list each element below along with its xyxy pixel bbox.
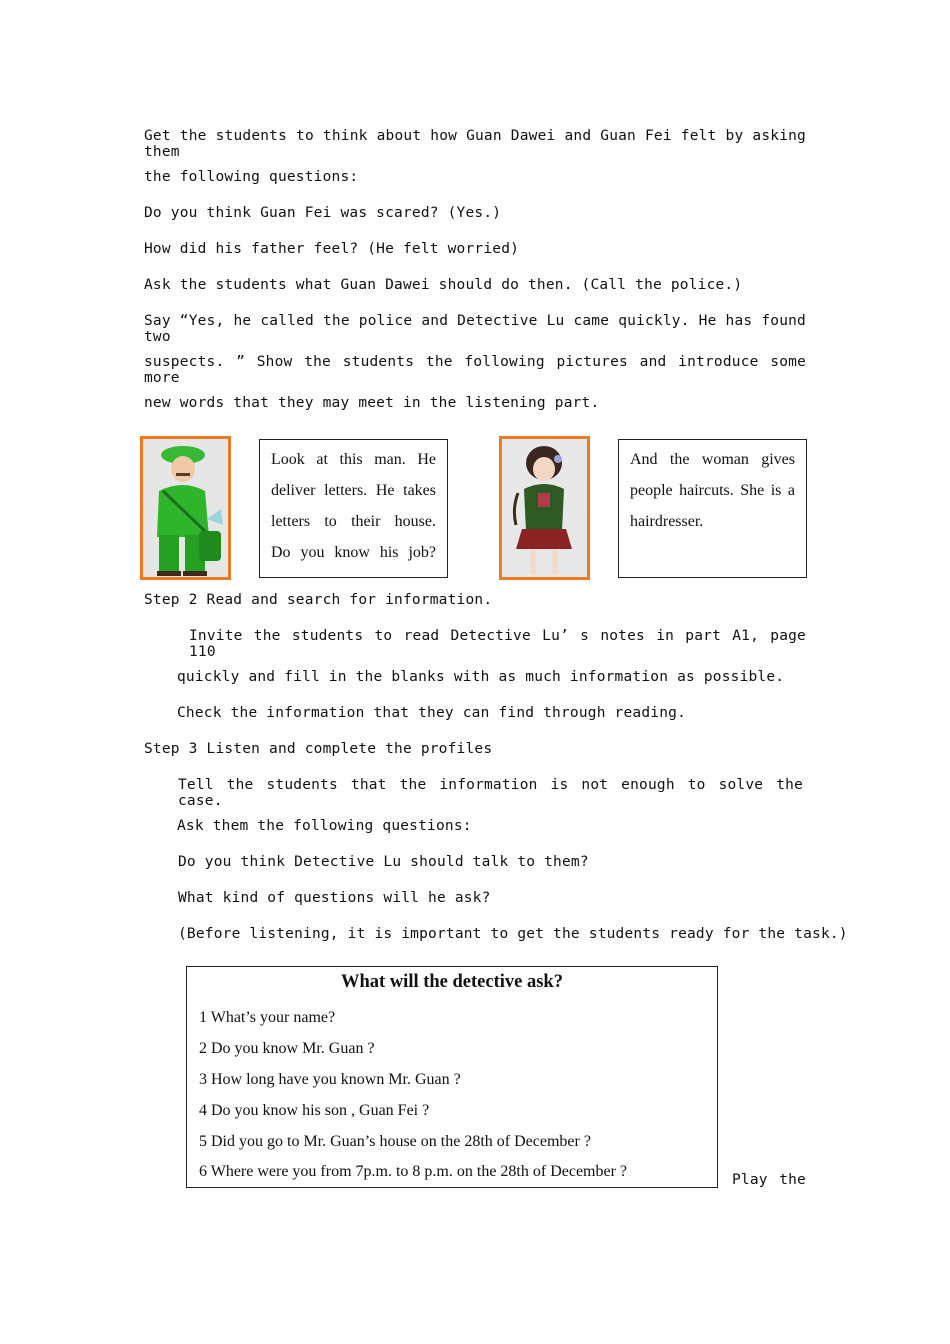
- postman-text-line-2: deliver letters. He takes: [271, 482, 436, 499]
- intro-line-5: Ask the students what Guan Dawei should do then. (Call the police.): [144, 277, 743, 293]
- intro-line-8: new words that they may meet in the listening part.: [144, 395, 600, 411]
- question-2: 2 Do you know Mr. Guan ?: [199, 1040, 375, 1057]
- intro-line-1: Get the students to think about how Guan Dawei and Guan Fei felt by asking them: [144, 128, 806, 160]
- step2-line-3: Check the information that they can find through reading.: [177, 705, 686, 721]
- intro-line-3: Do you think Guan Fei was scared? (Yes.): [144, 205, 502, 221]
- postman-text-line-4: Do you know his job?: [271, 544, 436, 561]
- question-3: 3 How long have you known Mr. Guan ?: [199, 1071, 461, 1088]
- step3-line-1: Tell the students that the information is not enough to solve the case.: [178, 777, 803, 809]
- questions-title: What will the detective ask?: [341, 972, 563, 992]
- step2-line-2: quickly and fill in the blanks with as much information as possible.: [177, 669, 785, 685]
- intro-line-4: How did his father feel? (He felt worried): [144, 241, 520, 257]
- step3-line-4: What kind of questions will he ask?: [178, 890, 491, 906]
- questions-box: [186, 966, 718, 1188]
- step3-line-3: Do you think Detective Lu should talk to them?: [178, 854, 589, 870]
- question-4: 4 Do you know his son , Guan Fei ?: [199, 1102, 430, 1119]
- hairdresser-text-box: [618, 439, 807, 578]
- question-1: 1 What’s your name?: [199, 1009, 336, 1026]
- intro-line-6: Say “Yes, he called the police and Detective Lu came quickly. He has found two: [144, 313, 806, 345]
- intro-line-7: suspects. ” Show the students the following pictures and introduce some more: [144, 354, 806, 386]
- hairdresser-text-line-2: people haircuts. She is a: [630, 482, 795, 499]
- postman-picture: [140, 436, 231, 580]
- question-6: 6 Where were you from 7p.m. to 8 p.m. on the 28th of December ?: [199, 1163, 628, 1180]
- hairdresser-text-line-1: And the woman gives: [630, 451, 795, 468]
- postman-illustration: [143, 439, 228, 577]
- postman-text-line-3: letters to their house.: [271, 513, 436, 530]
- postman-text-line-1: Look at this man. He: [271, 451, 436, 468]
- hairdresser-picture: [499, 436, 590, 580]
- hairdresser-illustration: [502, 439, 587, 577]
- step3-heading: Step 3 Listen and complete the profiles: [144, 741, 493, 757]
- step3-line-2: Ask them the following questions:: [177, 818, 472, 834]
- trailing-text: Play the: [732, 1172, 806, 1188]
- step3-line-5: (Before listening, it is important to get the students ready for the task.): [178, 926, 848, 942]
- hairdresser-text-line-3: hairdresser.: [630, 513, 704, 530]
- question-5: 5 Did you go to Mr. Guan’s house on the 28th of December ?: [199, 1133, 591, 1150]
- postman-text-box: [259, 439, 448, 578]
- intro-line-2: the following questions:: [144, 169, 359, 185]
- step2-line-1: Invite the students to read Detective Lu’ s notes in part A1, page 110: [189, 628, 806, 660]
- step2-heading: Step 2 Read and search for information.: [144, 592, 493, 608]
